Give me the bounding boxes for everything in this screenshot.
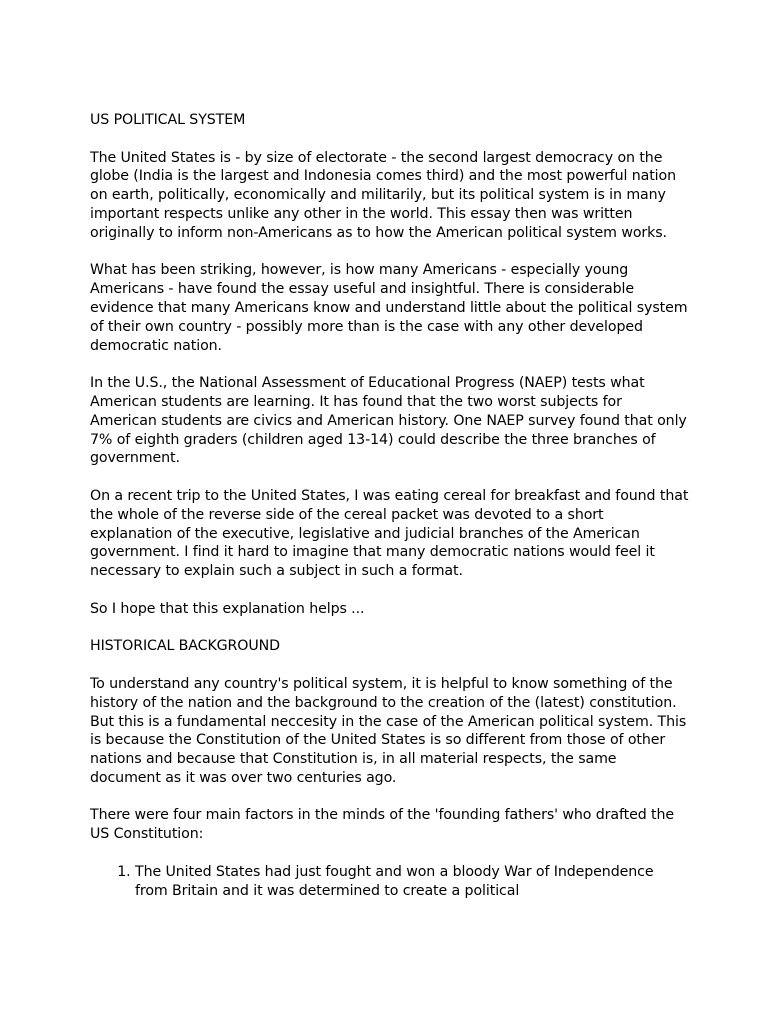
list-item: 1. The United States had just fought and won a bloody War of Independence from Britain and it was determined to create a political (135, 863, 690, 901)
paragraph-hope: So I hope that this explanation helps ... (90, 600, 365, 617)
factors-list (90, 863, 690, 901)
section-heading-historical-background: HISTORICAL BACKGROUND (90, 638, 280, 655)
paragraph-americans-insight: What has been striking, however, is how many Americans - especially young Americans - have found the essay useful and insightful. There is considerable evidence that many Americans know and understand little about the political system of their own country - possibly more than is the case with any other developed democratic nation. (90, 262, 688, 354)
paragraph-cereal-packet: On a recent trip to the United States, I was eating cereal for breakfast and found that the whole of the reverse side of the cereal packet was devoted to a short explanation of the executive, legislative and judicial branches of the American government. I find it hard to imagine that many democratic nations would feel it necessary to explain such a subject in such a format. (90, 487, 689, 580)
paragraph-intro: The United States is - by size of electorate - the second largest democracy on the globe (India is the largest and Indonesia comes third) and the most powerful nation on earth, politically, economically and militarily, but its political system is in many important respects unlike any other in the world. This essay then was written originally to inform non-Americans as to how the American political system works. (90, 149, 676, 241)
section-heading-us-political-system: US POLITICAL SYSTEM (90, 112, 246, 128)
paragraph-understand-system: To understand any country's political system, it is helpful to know something of the history of the nation and the background to the creation of the (latest) constitution. But this is a fundamental neccesity in the case of the American political system. This is because the Constitution of the United States is so different from those of other nations and because that Constitution is, in all material respects, the same document as it was over two centuries ago. (90, 675, 687, 786)
paragraph-naep: In the U.S., the National Assessment of Educational Progress (NAEP) tests what American students are learning. It has found that the two worst subjects for American students are civics and American history. One NAEP survey found that only 7% of eighth graders (children aged 13-14) could describe the three branches of government. (90, 375, 687, 467)
document-page (90, 111, 690, 900)
paragraph-four-factors: There were four main factors in the minds of the 'founding fathers' who drafted the US Constitution: (90, 807, 675, 843)
